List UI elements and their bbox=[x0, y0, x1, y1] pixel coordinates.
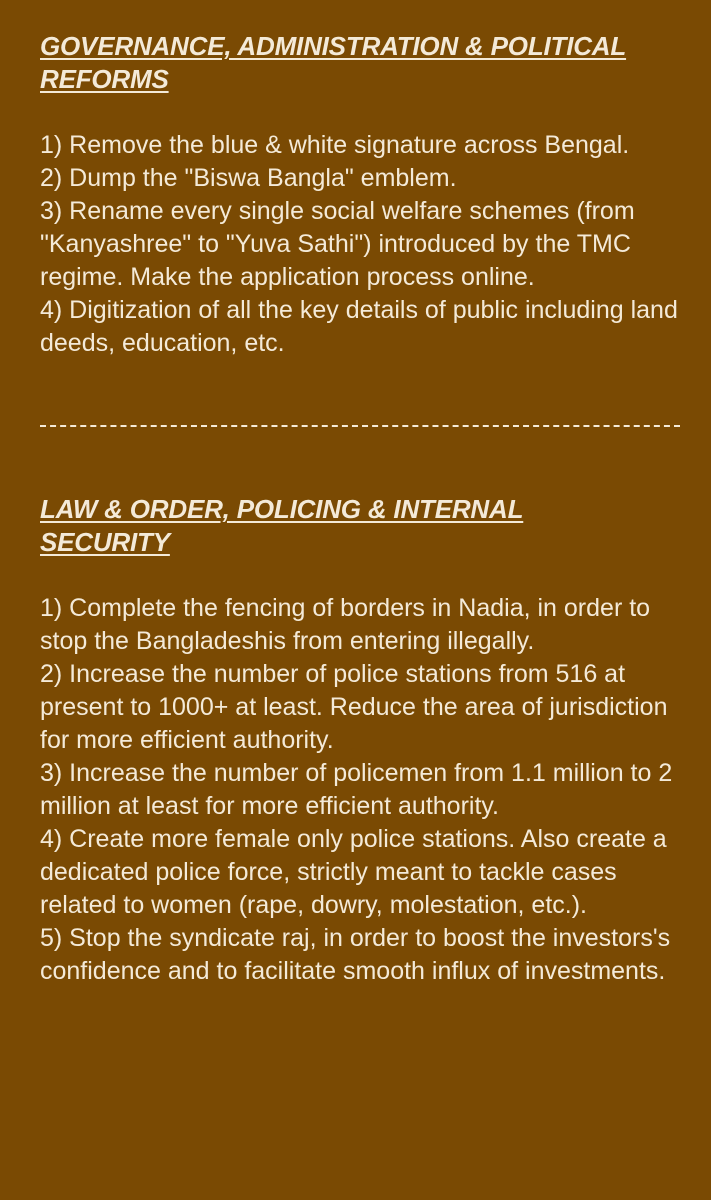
law-order-heading-line2: SECURITY bbox=[40, 527, 170, 557]
law-order-item-5: 5) Stop the syndicate raj, in order to boost the investors's confidence and to facilitate smooth influx of investments. bbox=[40, 924, 671, 985]
governance-heading bbox=[40, 30, 681, 96]
dashed-divider-line bbox=[40, 425, 680, 427]
governance-item-1: 1) Remove the blue & white signature across Bengal. bbox=[40, 131, 630, 159]
section-divider bbox=[40, 393, 681, 459]
governance-list bbox=[40, 129, 681, 360]
law-order-heading-line1: LAW & ORDER, POLICING & INTERNAL bbox=[40, 494, 524, 524]
law-order-item-1: 1) Complete the fencing of borders in Nadia, in order to stop the Bangladeshis from entering illegally. bbox=[40, 594, 651, 655]
law-order-item-3: 3) Increase the number of policemen from 1.1 million to 2 million at least for more efficient authority. bbox=[40, 759, 673, 820]
governance-item-4: 4) Digitization of all the key details of public including land deeds, education, etc. bbox=[40, 296, 678, 357]
law-order-item-2: 2) Increase the number of police stations from 516 at present to 1000+ at least. Reduce the area of jurisdiction for more efficient authority. bbox=[40, 660, 668, 754]
governance-item-2: 2) Dump the "Biswa Bangla" emblem. bbox=[40, 164, 457, 192]
law-order-heading bbox=[40, 493, 681, 559]
law-order-item-4: 4) Create more female only police stations. Also create a dedicated police force, strictly meant to tackle cases related to women (rape, dowry, molestation, etc.). bbox=[40, 825, 667, 919]
governance-heading-line2: REFORMS bbox=[40, 64, 169, 94]
law-order-list bbox=[40, 592, 681, 988]
governance-heading-line1: GOVERNANCE, ADMINISTRATION & POLITICAL bbox=[40, 31, 627, 61]
governance-item-3: 3) Rename every single social welfare schemes (from "Kanyashree" to "Yuva Sathi") introduced by the TMC regime. Make the application process online. bbox=[40, 197, 635, 291]
